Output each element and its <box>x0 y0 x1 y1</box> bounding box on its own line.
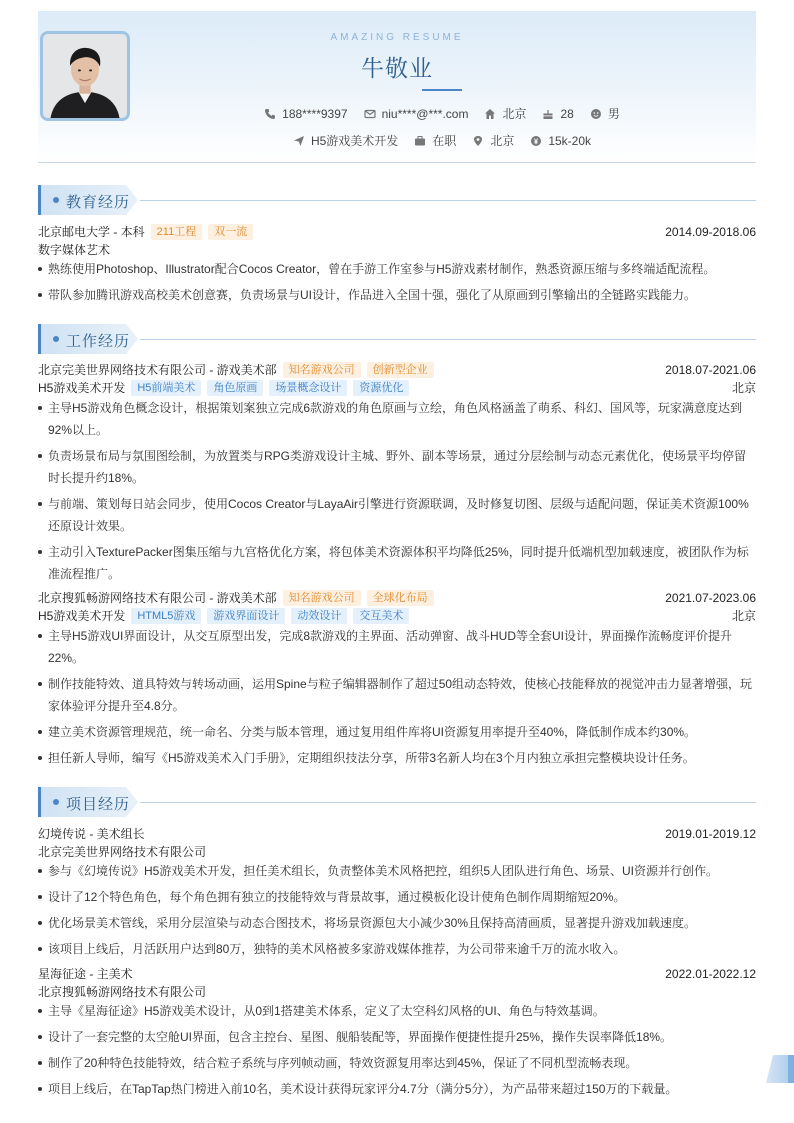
intent-status <box>414 132 456 149</box>
job-role-row <box>38 607 756 624</box>
job-role: H5游戏美术开发 <box>38 381 126 395</box>
contact-city <box>484 105 526 122</box>
mail-icon <box>364 108 376 120</box>
company-tag: 知名游戏公司 <box>283 362 361 378</box>
list-item: 参与《幻境传说》H5游戏美术开发，担任美术组长，负责整体美术风格把控，组织5人团队进行角色、场景、UI资源并行创作。 <box>38 860 756 882</box>
job-entry-head <box>38 589 756 606</box>
cake-icon <box>542 108 554 120</box>
briefcase-icon <box>414 135 426 147</box>
project-bullets <box>38 1000 756 1104</box>
section-title: 项目经历 <box>66 796 131 813</box>
email-text: niu****@***.com <box>381 106 469 121</box>
job-intent-row <box>128 132 756 149</box>
job-role: H5游戏美术开发 <box>38 609 126 623</box>
list-item: 主动引入TexturePacker图集压缩与九宫格优化方案，将包体美术资源体积平均降低25%，同时提升低端机型加载速度，被团队作为标准流程推广。 <box>38 541 756 585</box>
location-icon <box>472 135 484 147</box>
company-tag: 全球化布局 <box>367 590 434 606</box>
list-item: 与前端、策划每日站会同步，使用Cocos Creator与LayaAir引擎进行资源联调，及时修复切图、层级与适配问题，保证美术资源100%还原设计效果。 <box>38 493 756 537</box>
company-name: 北京完美世界网络技术有限公司 - 游戏美术部 <box>38 363 277 377</box>
city-text: 北京 <box>502 107 527 121</box>
skill-tag: 交互美术 <box>353 608 409 624</box>
section-title: 工作经历 <box>66 333 131 350</box>
phone-text: 188****9397 <box>282 106 348 121</box>
project-entry-head <box>38 825 756 842</box>
skill-tag: 游戏界面设计 <box>207 608 285 624</box>
skill-tag: 场景概念设计 <box>269 380 347 396</box>
school-tag: 211工程 <box>151 224 203 240</box>
education-bullets <box>38 258 756 310</box>
list-item: 项目上线后，在TapTap热门榜进入前10名，美术设计获得玩家评分4.7分（满分5分），为产品带来超过150万的下载量。 <box>38 1078 756 1100</box>
project-company-row <box>38 983 756 1000</box>
skill-tag: HTML5游戏 <box>131 608 201 624</box>
education-major-row <box>38 241 756 258</box>
salary-icon <box>530 135 542 147</box>
list-item: 主导《星海征途》H5游戏美术设计，从0到1搭建美术体系，定义了太空科幻风格的UI、角色与特效基调。 <box>38 1000 756 1022</box>
gender-icon <box>590 108 602 120</box>
list-item: 负责场景布局与氛围图绘制，为放置类与RPG类游戏设计主城、野外、副本等场景，通过分层绘制与动态元素优化，使场景平均停留时长提升约18%。 <box>38 445 756 489</box>
status-text: 在职 <box>432 134 457 148</box>
list-item: 熟练使用Photoshop、Illustrator配合Cocos Creator，曾在手游工作室参与H5游戏素材制作，熟悉资源压缩与多终端适配流程。 <box>38 258 756 280</box>
project-name: 星海征途 - 主美术 <box>38 967 133 981</box>
project-entry-head <box>38 965 756 982</box>
project-date: 2022.01-2022.12 <box>665 966 756 981</box>
section-work <box>38 324 756 354</box>
salary-text: 15k-20k <box>548 133 592 148</box>
project-date: 2019.01-2019.12 <box>665 826 756 841</box>
job-location: 北京 <box>731 381 756 395</box>
company-name: 北京搜狐畅游网络技术有限公司 - 游戏美术部 <box>38 591 277 605</box>
project-name: 幻境传说 - 美术组长 <box>38 827 145 841</box>
name-underline <box>422 89 462 91</box>
list-item: 优化场景美术管线，采用分层渲染与动态合图技术，将场景资源包大小减少30%且保持高清画质，显著提升游戏加载速度。 <box>38 912 756 934</box>
position-text: H5游戏美术开发 <box>310 134 399 148</box>
project-company-row <box>38 843 756 860</box>
skill-tag: H5前端美术 <box>131 380 201 396</box>
job-date: 2021.07-2023.06 <box>665 590 756 605</box>
candidate-name: 牛敬业 <box>361 55 433 81</box>
project-bullets <box>38 860 756 964</box>
section-education <box>38 185 756 215</box>
school-tag: 双一流 <box>208 224 253 240</box>
list-item: 主导H5游戏UI界面设计，从交互原型出发，完成8款游戏的主界面、活动弹窗、战斗HUD等全套UI设计，界面操作流畅度评价提升22%。 <box>38 625 756 669</box>
project-company: 北京完美世界网络技术有限公司 <box>38 845 207 859</box>
list-item: 担任新人导师，编写《H5游戏美术入门手册》，定期组织技法分享，所带3名新人均在3个月内独立承担完整模块设计任务。 <box>38 747 756 769</box>
skill-tag: 角色原画 <box>207 380 263 396</box>
list-item: 制作了20种特色技能特效，结合粒子系统与序列帧动画，特效资源复用率达到45%，保证了不同机型流畅表现。 <box>38 1052 756 1074</box>
major-name: 数字媒体艺术 <box>38 243 111 257</box>
skill-tag: 资源优化 <box>353 380 409 396</box>
skill-tag: 动效设计 <box>291 608 347 624</box>
intent-salary <box>530 134 591 148</box>
company-tag: 知名游戏公司 <box>283 590 361 606</box>
contact-phone <box>264 107 347 121</box>
job-location: 北京 <box>731 609 756 623</box>
job-entry-head <box>38 361 756 378</box>
company-tag: 创新型企业 <box>367 362 434 378</box>
list-item: 建立美术资源管理规范，统一命名、分类与版本管理，通过复用组件库将UI资源复用率提升至40%，降低制作成本约30%。 <box>38 721 756 743</box>
resume-header <box>38 11 756 163</box>
page-corner-tab <box>766 1055 794 1083</box>
resume-tagline: AMAZING RESUME <box>330 32 464 43</box>
education-entry-head <box>38 223 756 240</box>
list-item: 带队参加腾讯游戏高校美术创意赛，负责场景与UI设计，作品进入全国十强，强化了从原画到引擎输出的全链路实践能力。 <box>38 284 756 306</box>
location-text: 北京 <box>490 134 515 148</box>
age-text: 28 <box>560 106 574 121</box>
list-item: 主导H5游戏角色概念设计，根据策划案独立完成6款游戏的角色原画与立绘，角色风格涵盖了萌系、科幻、国风等，玩家满意度达到92%以上。 <box>38 397 756 441</box>
contact-email <box>364 107 469 121</box>
contact-gender <box>590 105 620 122</box>
resume-page <box>38 11 756 1096</box>
section-projects <box>38 787 756 817</box>
job-bullets <box>38 397 756 589</box>
send-icon <box>293 135 305 147</box>
school-name: 北京邮电大学 - 本科 <box>38 225 145 239</box>
list-item: 设计了一套完整的太空舱UI界面，包含主控台、星图、舰船装配等，界面操作便捷性提升25%，操作失误率降低18%。 <box>38 1026 756 1048</box>
section-title: 教育经历 <box>66 194 131 211</box>
education-date: 2014.09-2018.06 <box>665 224 756 239</box>
job-bullets <box>38 625 756 773</box>
job-role-row <box>38 379 756 396</box>
list-item: 设计了12个特色角色，每个角色拥有独立的技能特效与背景故事，通过模板化设计使角色制作周期缩短20%。 <box>38 886 756 908</box>
home-icon <box>484 108 496 120</box>
project-company: 北京搜狐畅游网络技术有限公司 <box>38 985 207 999</box>
list-item: 制作技能特效、道具特效与转场动画，运用Spine与粒子编辑器制作了超过50组动态特效，使核心技能释放的视觉冲击力显著增强，玩家体验评分提升至4.8分。 <box>38 673 756 717</box>
contact-age <box>542 107 573 121</box>
gender-text: 男 <box>607 107 620 121</box>
contact-row <box>128 105 756 122</box>
list-item: 该项目上线后，月活跃用户达到80万，独特的美术风格被多家游戏媒体推荐，为公司带来逾千万的流水收入。 <box>38 938 756 960</box>
job-date: 2018.07-2021.06 <box>665 362 756 377</box>
intent-location <box>472 132 514 149</box>
intent-position <box>293 132 398 149</box>
phone-icon <box>264 108 276 120</box>
